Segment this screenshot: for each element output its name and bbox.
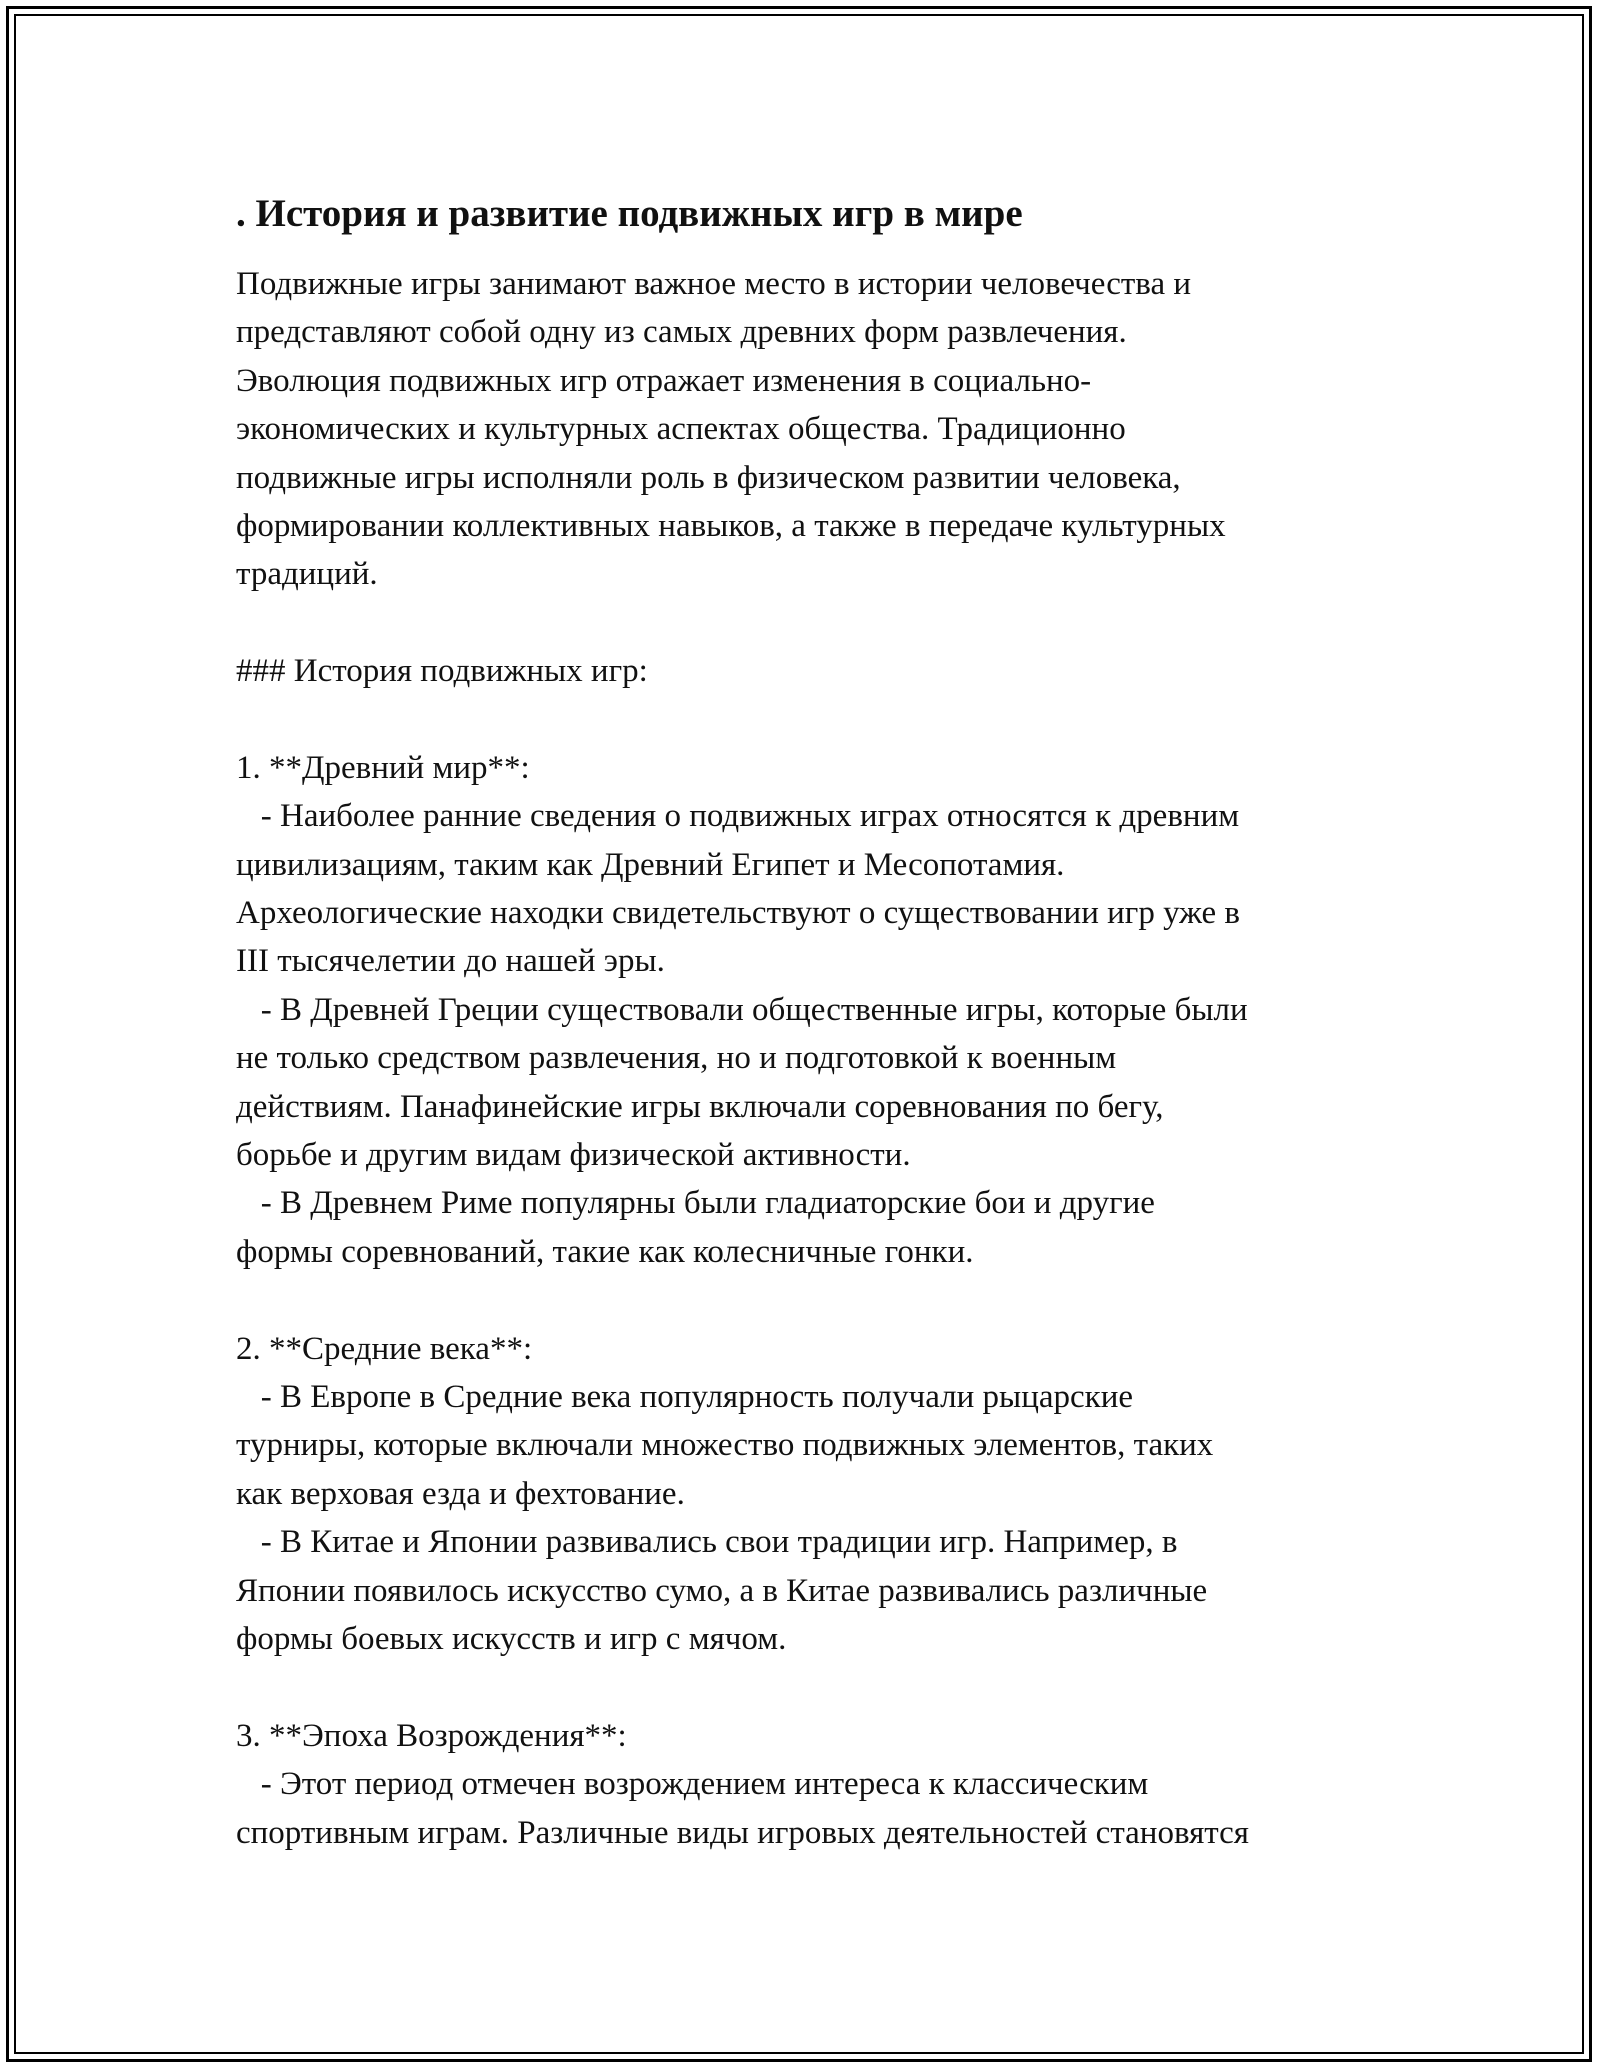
text-line: традиций. (236, 556, 378, 593)
blank-line (236, 599, 1416, 647)
text-line: Японии появилось искусство сумо, а в Китае развивались различные (236, 1572, 1208, 1609)
list-item-heading: 3. **Эпоха Возрождения**: (236, 1717, 627, 1754)
text-line: представляют собой одну из самых древних форм развлечения. (236, 314, 1127, 351)
blank-line (236, 1276, 1416, 1324)
text-line: борьбе и другим видам физической активности. (236, 1137, 911, 1174)
document-body (236, 260, 1416, 1857)
section-heading: ### История подвижных игр: (236, 653, 648, 690)
text-line: подвижные игры исполняли роль в физическом развитии человека, (236, 459, 1181, 496)
list-item-heading: 1. **Древний мир**: (236, 749, 530, 786)
text-line: как верховая езда и фехтование. (236, 1475, 685, 1512)
list-item-heading: 2. **Средние века**: (236, 1330, 533, 1367)
text-line: Эволюция подвижных игр отражает изменения в социально- (236, 362, 1092, 399)
text-line: - В Европе в Средние века популярность получали рыцарские (236, 1378, 1134, 1415)
text-line: экономических и культурных аспектах общества. Традиционно (236, 411, 1126, 448)
text-line: - В Древней Греции существовали общественные игры, которые были (236, 991, 1248, 1028)
text-line: - Этот период отмечен возрождением интереса к классическим (236, 1766, 1149, 1803)
text-line: Подвижные игры занимают важное место в истории человечества и (236, 266, 1192, 302)
text-line: цивилизациям, таким как Древний Египет и Месопотамия. (236, 846, 1065, 883)
text-line: турниры, которые включали множество подвижных элементов, таких (236, 1427, 1214, 1464)
text-line: Археологические находки свидетельствуют о существовании игр уже в (236, 895, 1240, 932)
text-line: не только средством развлечения, но и подготовкой к военным (236, 1040, 1117, 1077)
text-line: формы боевых искусств и игр с мячом. (236, 1620, 787, 1657)
text-line: действиям. Панафинейские игры включали соревнования по бегу, (236, 1088, 1164, 1125)
text-line: формы соревнований, такие как колесничные гонки. (236, 1233, 974, 1270)
text-line: III тысячелетии до нашей эры. (236, 943, 665, 980)
document-title: . История и развитие подвижных игр в мире (236, 192, 1023, 235)
text-line: формировании коллективных навыков, а также в передаче культурных (236, 507, 1226, 544)
document-page (236, 186, 1416, 1857)
text-line: - Наиболее ранние сведения о подвижных играх относятся к древним (236, 798, 1240, 835)
text-line: - В Древнем Риме популярны были гладиаторские бои и другие (236, 1185, 1155, 1222)
blank-line (236, 696, 1416, 744)
text-line: - В Китае и Японии развивались свои традиции игр. Например, в (236, 1524, 1178, 1561)
blank-line (236, 1663, 1416, 1711)
text-line: спортивным играм. Различные виды игровых деятельностей становятся (236, 1814, 1249, 1851)
